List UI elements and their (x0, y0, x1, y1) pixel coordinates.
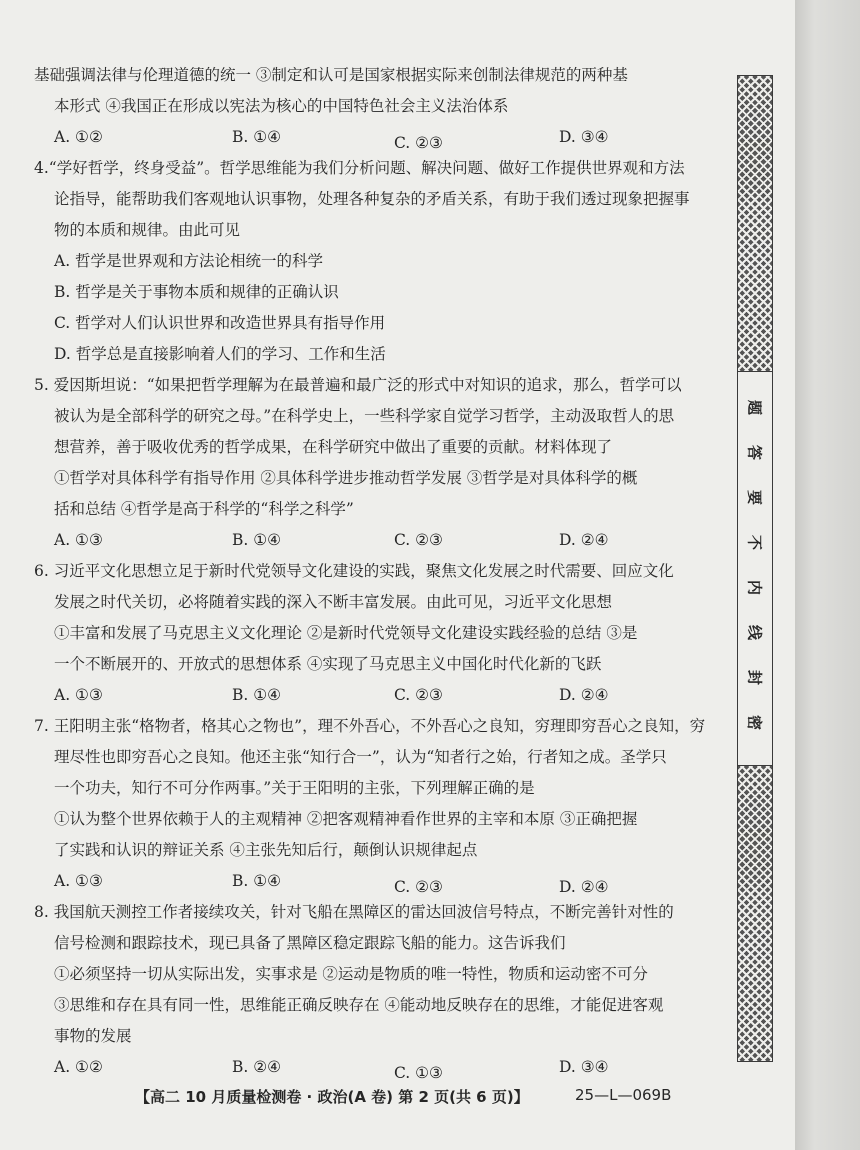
q8-statement-2: ③思维和存在具有同一性，思维能正确反映存在 ④能动地反映存在的思维，才能促进客观 (54, 996, 664, 1014)
q7-option-d: D. ②④ (559, 878, 609, 896)
q7-stem-1: 7. 王阳明主张“格物者，格其心之物也”，理不外吾心，不外吾心之良知，穷理即穷吾心之良知，穷 (34, 717, 706, 735)
q4-choice-a: A. 哲学是世界观和方法论相统一的科学 (54, 252, 324, 270)
q7-option-c: C. ②③ (394, 878, 443, 896)
q3-option-a: A. ①② (54, 128, 103, 146)
q5-stem-3: 想营养，善于吸收优秀的哲学成果，在科学研究中做出了重要的贡献。材料体现了 (54, 438, 613, 456)
q6-stem-2: 发展之时代关切，必将随着实践的深入不断丰富发展。由此可见，习近平文化思想 (54, 593, 613, 611)
q5-stem-2: 被认为是全部科学的研究之母。”在科学史上，一些科学家自觉学习哲学，主动汲取哲人的思 (54, 407, 675, 425)
q7-statement-2: 了实践和认识的辩证关系 ④主张先知后行，颠倒认识规律起点 (54, 841, 478, 859)
footer-code: 25—L—069B (575, 1086, 672, 1104)
seal-char-4: 内 (745, 579, 764, 595)
q7-option-b: B. ①④ (232, 872, 282, 890)
q3-line-2: 本形式 ④我国正在形成以宪法为核心的中国特色社会主义法治体系 (54, 97, 509, 115)
q8-stem-1: 8. 我国航天测控工作者接续攻关，针对飞船在黑障区的雷达回波信号特点，不断完善针对性的 (34, 903, 674, 921)
q8-option-a: A. ①② (54, 1058, 103, 1076)
page-footer (135, 1086, 735, 1107)
q5-option-c: C. ②③ (394, 531, 443, 549)
seal-char-3: 线 (745, 624, 764, 640)
q3-options (34, 122, 704, 153)
binding-seal-text (738, 371, 772, 766)
q6-stem-1: 6. 习近平文化思想立足于新时代党领导文化建设的实践，聚焦文化发展之时代需要、回应文化 (34, 562, 674, 580)
q8-option-c: C. ①③ (394, 1064, 443, 1082)
q5-stem-1: 5. 爱因斯坦说：“如果把哲学理解为在最普遍和最广泛的形式中对知识的追求，那么，哲学可以 (34, 376, 682, 394)
q4-choice-b: B. 哲学是关于事物本质和规律的正确认识 (54, 283, 339, 301)
q5-statement-1: ①哲学对具体科学有指导作用 ②具体科学进步推动哲学发展 ③哲学是对具体科学的概 (54, 469, 638, 487)
q6-option-b: B. ①④ (232, 686, 282, 704)
q7-statement-1: ①认为整个世界依赖于人的主观精神 ②把客观精神看作世界的主宰和本原 ③正确把握 (54, 810, 638, 828)
q3-option-c: C. ②③ (394, 134, 443, 152)
q6-statement-1: ①丰富和发展了马克思主义文化理论 ②是新时代党领导文化建设实践经验的总结 ③是 (54, 624, 638, 642)
q6-option-d: D. ②④ (559, 686, 609, 704)
q8-statement-3: 事物的发展 (54, 1027, 132, 1045)
q3-line-1: 基础强调法律与伦理道德的统一 ③制定和认可是国家根据实际来创制法律规范的两种基 (34, 66, 628, 84)
binding-strip (737, 75, 773, 1062)
q5-option-b: B. ①④ (232, 531, 282, 549)
q7-options (34, 866, 704, 897)
q8-statement-1: ①必须坚持一切从实际出发，实事求是 ②运动是物质的唯一特性，物质和运动密不可分 (54, 965, 648, 983)
q4-choice-d: D. 哲学总是直接影响着人们的学习、工作和生活 (54, 345, 386, 363)
q4-choice-c: C. 哲学对人们认识世界和改造世界具有指导作用 (54, 314, 386, 332)
footer-title: 【高二 10 月质量检测卷 · 政治(A 卷) 第 2 页(共 6 页)】 (135, 1088, 529, 1106)
q5-options (34, 525, 704, 556)
seal-char-5: 不 (745, 534, 764, 550)
page-edge-shadow (795, 0, 860, 1150)
q7-option-a: A. ①③ (54, 872, 103, 890)
q3-option-b: B. ①④ (232, 128, 282, 146)
seal-char-6: 要 (745, 489, 764, 505)
q8-stem-2: 信号检测和跟踪技术，现已具备了黑障区稳定跟踪飞船的能力。这告诉我们 (54, 934, 566, 952)
q6-option-c: C. ②③ (394, 686, 443, 704)
q6-statement-2: 一个不断展开的、开放式的思想体系 ④实现了马克思主义中国化时代化新的飞跃 (54, 655, 602, 673)
seal-char-1: 密 (745, 714, 764, 730)
binding-pattern-bottom (738, 766, 772, 1061)
q6-option-a: A. ①③ (54, 686, 103, 704)
q8-option-b: B. ②④ (232, 1058, 282, 1076)
q7-stem-2: 理尽性也即穷吾心之良知。他还主张“知行合一”，认为“知者行之始，行者知之成。圣学只 (54, 748, 667, 766)
q6-options (34, 680, 704, 711)
q4-stem-2: 论指导，能帮助我们客观地认识事物，处理各种复杂的矛盾关系，有助于我们透过现象把握事 (54, 190, 690, 208)
seal-char-7: 答 (745, 444, 764, 460)
q5-statement-2: 括和总结 ④哲学是高于科学的“科学之科学” (54, 500, 354, 518)
seal-char-2: 封 (745, 669, 764, 685)
q8-options (34, 1052, 704, 1083)
q7-stem-3: 一个功夫，知行不可分作两事。”关于王阳明的主张，下列理解正确的是 (54, 779, 535, 797)
q5-option-d: D. ②④ (559, 531, 609, 549)
q4-stem-1: 4.“学好哲学，终身受益”。哲学思维能为我们分析问题、解决问题、做好工作提供世界观和方法 (34, 159, 685, 177)
q3-option-d: D. ③④ (559, 128, 609, 146)
q4-stem-3: 物的本质和规律。由此可见 (54, 221, 241, 239)
seal-char-8: 题 (745, 399, 764, 415)
q8-option-d: D. ③④ (559, 1058, 609, 1076)
question-content (34, 60, 704, 1083)
binding-pattern-top (738, 76, 772, 371)
q5-option-a: A. ①③ (54, 531, 103, 549)
